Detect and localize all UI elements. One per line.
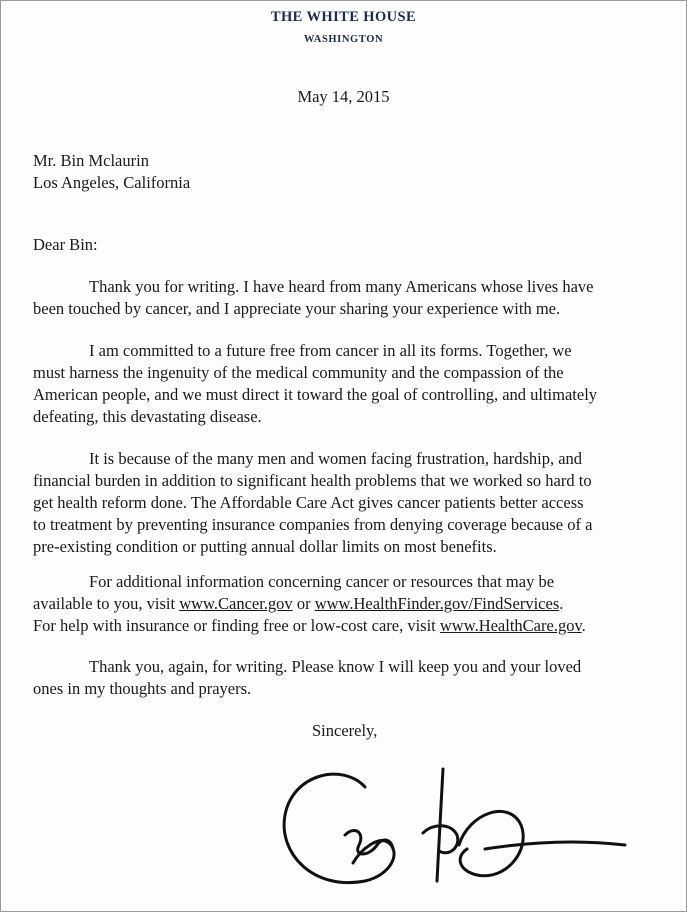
salutation xyxy=(33,234,673,256)
paragraph-line xyxy=(33,593,673,615)
paragraph-text: . xyxy=(559,594,564,613)
paragraph-text: . xyxy=(581,616,586,635)
letterhead xyxy=(1,9,686,45)
paragraph-5 xyxy=(33,656,673,700)
paragraph-2 xyxy=(33,340,673,428)
closing: Sincerely, xyxy=(312,721,378,740)
cancer-gov-link[interactable]: www.Cancer.gov xyxy=(179,594,293,613)
letter-date: May 14, 2015 xyxy=(297,87,390,106)
paragraph-line: must harness the ingenuity of the medical community and the compassion of the xyxy=(33,363,564,382)
recipient-name: Mr. Bin Mclaurin xyxy=(33,151,149,170)
paragraph-line: For additional information concerning cancer or resources that may be xyxy=(89,572,555,591)
paragraph-line: get health reform done. The Affordable Care Act gives cancer patients better access xyxy=(33,493,584,512)
signature xyxy=(273,753,633,903)
paragraph-text: or xyxy=(292,594,315,613)
letterhead-title: THE WHITE HOUSE xyxy=(270,9,417,25)
paragraph-line: I am committed to a future free from cancer in all its forms. Together, we xyxy=(89,341,572,360)
paragraph-text: available to you, visit xyxy=(33,594,180,613)
paragraph-1 xyxy=(33,276,673,320)
paragraph-line: It is because of the many men and women facing frustration, hardship, and xyxy=(89,449,583,468)
paragraph-line: financial burden in addition to significant health problems that we worked so hard to xyxy=(33,471,592,490)
recipient-location: Los Angeles, California xyxy=(33,173,191,192)
paragraph-line: ones in my thoughts and prayers. xyxy=(33,679,252,698)
paragraph-4 xyxy=(33,571,673,637)
paragraph-line: American people, and we must direct it toward the goal of controlling, and ultimately xyxy=(33,385,598,404)
paragraph-line: Thank you for writing. I have heard from many Americans whose lives have xyxy=(89,277,594,296)
healthfinder-link[interactable]: www.HealthFinder.gov/FindServices xyxy=(314,594,560,613)
recipient-block xyxy=(33,150,673,194)
paragraph-line xyxy=(33,615,673,637)
paragraph-line: defeating, this devastating disease. xyxy=(33,407,262,426)
paragraph-line: Thank you, again, for writing. Please know I will keep you and your loved xyxy=(89,657,582,676)
healthcare-gov-link[interactable]: www.HealthCare.gov xyxy=(439,616,582,635)
salutation-text: Dear Bin: xyxy=(33,235,98,254)
paragraph-line: pre-existing condition or putting annual dollar limits on most benefits. xyxy=(33,537,497,556)
paragraph-3 xyxy=(33,448,673,558)
paragraph-line: to treatment by preventing insurance companies from denying coverage because of a xyxy=(33,515,593,534)
paragraph-line: been touched by cancer, and I appreciate your sharing your experience with me. xyxy=(33,299,561,318)
letterhead-subtitle: WASHINGTON xyxy=(303,34,384,45)
paragraph-text: For help with insurance or finding free or low-cost care, visit xyxy=(33,616,440,635)
